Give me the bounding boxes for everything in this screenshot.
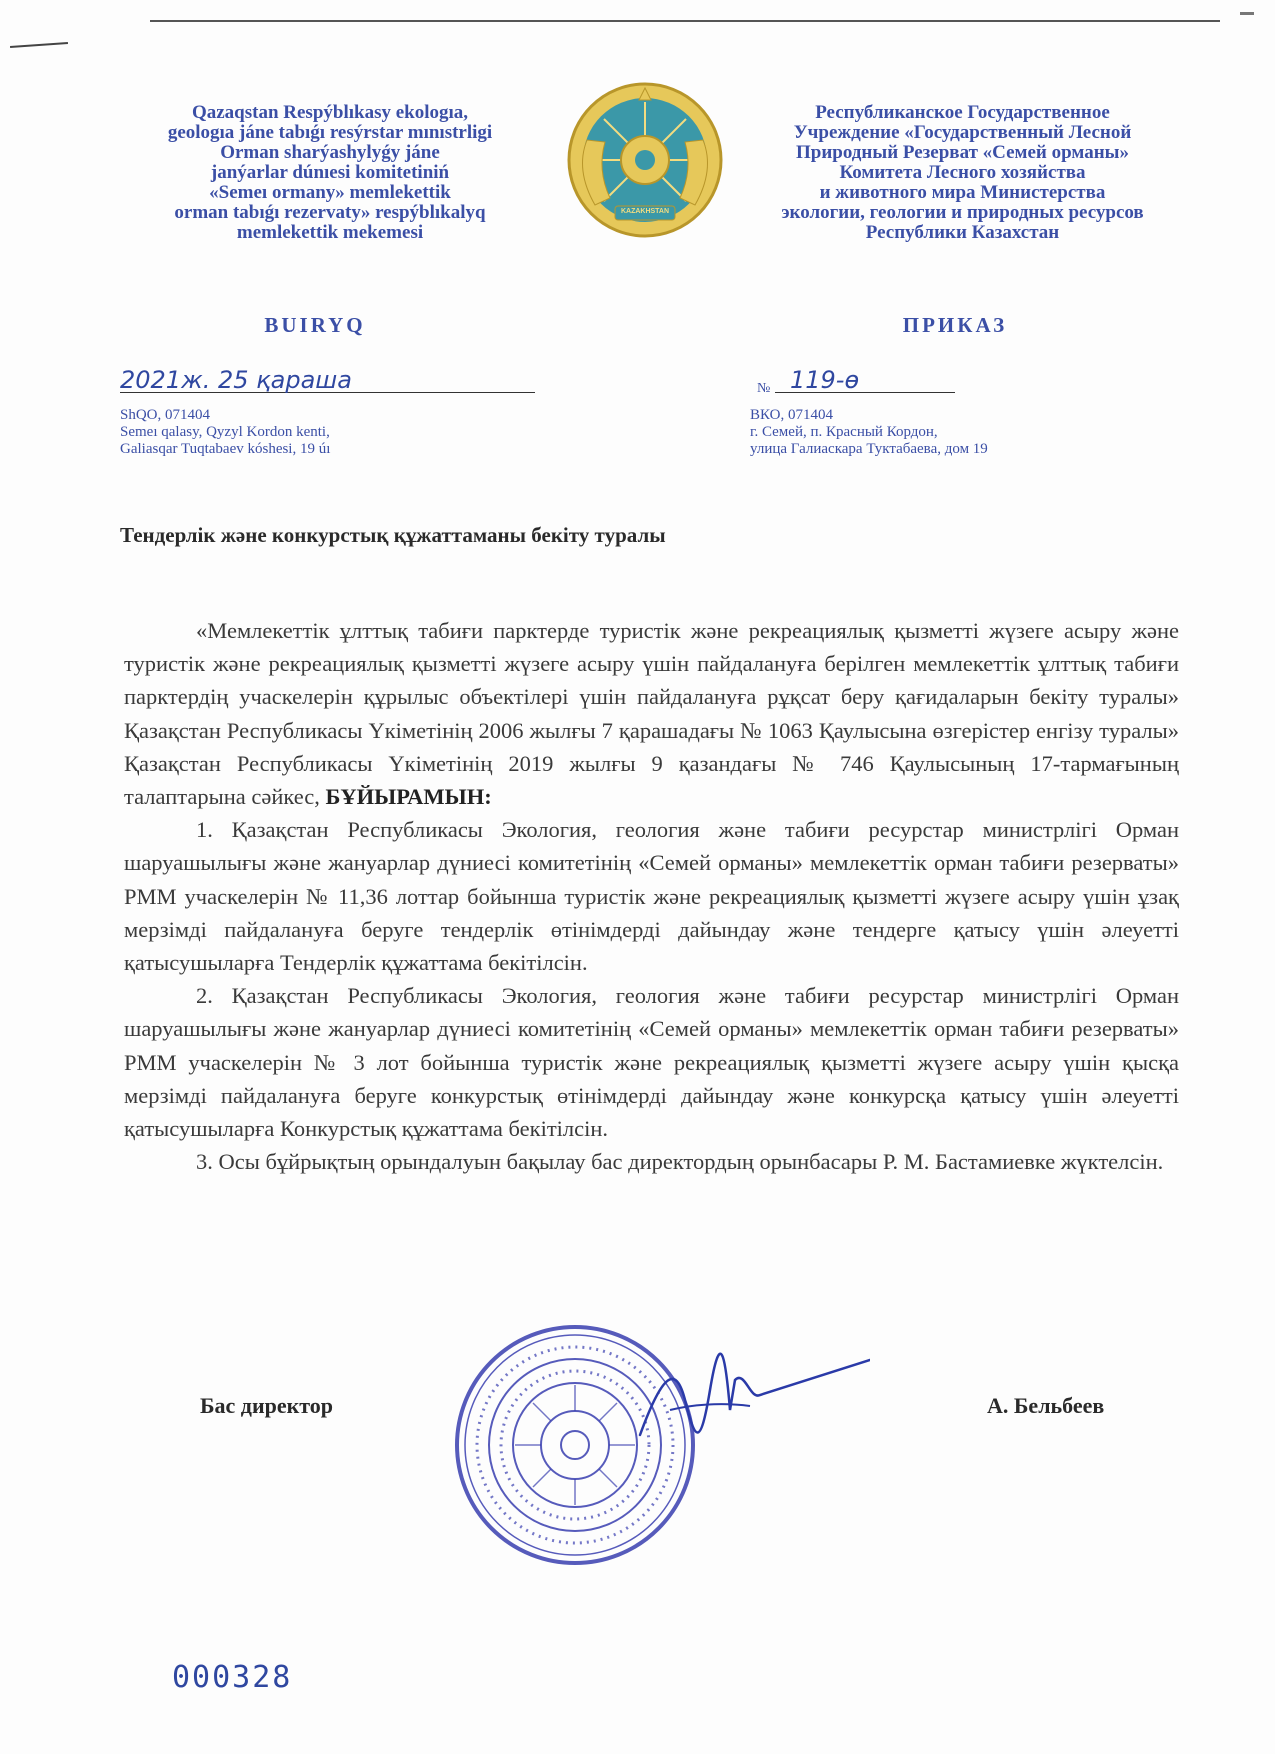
signatory-name: А. Бельбеев: [987, 1393, 1105, 1418]
emblem-label: KAZAKHSTAN: [620, 208, 670, 215]
order-number: 119-ө: [790, 366, 860, 394]
title-prikaz: ПРИКАЗ: [902, 313, 1008, 337]
item-3: 3. Осы бұйрықтың орындалуын бақылау бас директордың орынбасары Р. М. Бастамиевке жүктелсін.: [196, 1149, 1164, 1175]
top-rule: [150, 20, 1220, 22]
state-emblem: [565, 80, 725, 240]
number-sign: №: [757, 381, 771, 396]
document-title: Тендерлік және конкурстық құжаттаманы бекіту туралы: [120, 523, 666, 547]
signatory-position: Бас директор: [200, 1393, 334, 1418]
item-1: 1. Қазақстан Республикасы Экология, геология және табиғи ресурстар министрлігі Орман шаруашылығы және жануарлар дүниесі комитетінің «Семей орманы» мемлекеттік орман табиғи резерваты» РММ учаскелерін № 11,36 лоттар бойынша туристік және рекреациялық қызметті жүзеге асыру үшін ұзақ мерзімді пайдалануға беруге тендерлік өтінімдерді дайындау және тендерге қатысу үшін әлеуетті қатысушыларға Тендерлік құжаттама бекітілсін.: [124, 817, 1179, 976]
date-handwritten: 2021ж. 25 қараша: [120, 366, 352, 394]
order-word: БҰЙЫРАМЫН:: [325, 784, 492, 810]
header-left-kazakh: Qazaqstan Respýblıkasy ekologıa, geologıa jáne tabıǵı resýrstar mınıstrligi Orman sharýashylyǵy jáne janýarlar dúnıesi komitetiniń «Semeı ormany» memlekettik orman tabıǵı rezervaty» respýblıkalyq memlekettik mekemesi: [167, 102, 493, 243]
corner-mark: [10, 42, 68, 48]
header-right-russian: Республиканское Государственное Учреждение «Государственный Лесной Природный Резерват «Семей орманы» Комитета Лесного хозяйства и животного мира Министерства экологии, геологии и природных ресурсов Республики Казахстан: [781, 102, 1144, 243]
serial-number: 000328: [172, 1660, 293, 1695]
item-2: 2. Қазақстан Республикасы Экология, геология және табиғи ресурстар министрлігі Орман шаруашылығы және жануарлар дүниесі комитетінің «Семей орманы» мемлекеттік орман табиғи резерваты» РММ учаскелерін № 3 лот бойынша туристік және рекреациялық қызметті жүзеге асыру үшін қысқа мерзімді пайдалануға беруге конкурстық өтінімдерді дайындау және конкурсқа қатысу үшін әлеуетті қатысушыларға Конкурстық құжаттама бекітілсін.: [124, 983, 1179, 1142]
document-body: [124, 614, 1179, 1178]
preamble-paragraph: «Мемлекеттік ұлттық табиғи парктерде туристік және рекреациялық қызметті жүзеге асыру және туристік және рекреациялық қызметті жүзеге асыру үшін пайдалануға берілген мемлекеттік ұлттық табиғи парктердің учаскелерін құрылыс объектілері үшін пайдалануға рұқсат беру қағидаларын бекіту туралы» Қазақстан Республикасы Үкіметінің 2006 жылғы 7 қарашадағы № 1063 Қаулысына өзгерістер енгізу туралы» Қазақстан Республикасы Үкіметінің 2019 жылғы 9 қазандағы № 746 Қаулысының 17-тармағының талаптарына сәйкес, БҰЙЫРАМЫН:: [124, 618, 1179, 810]
address-left: ShQO, 071404 Semeı qalasy, Qyzyl Kordon kenti, Galiasqar Tuqtabaev kóshesi, 19 úı: [120, 407, 331, 457]
title-buiryq: BUIRYQ: [264, 313, 366, 337]
address-right: ВКО, 071404 г. Семей, п. Красный Кордон, улица Галиаскара Туктабаева, дом 19: [750, 407, 988, 457]
corner-dash: [1240, 12, 1254, 15]
handwritten-signature: [630, 1340, 870, 1460]
